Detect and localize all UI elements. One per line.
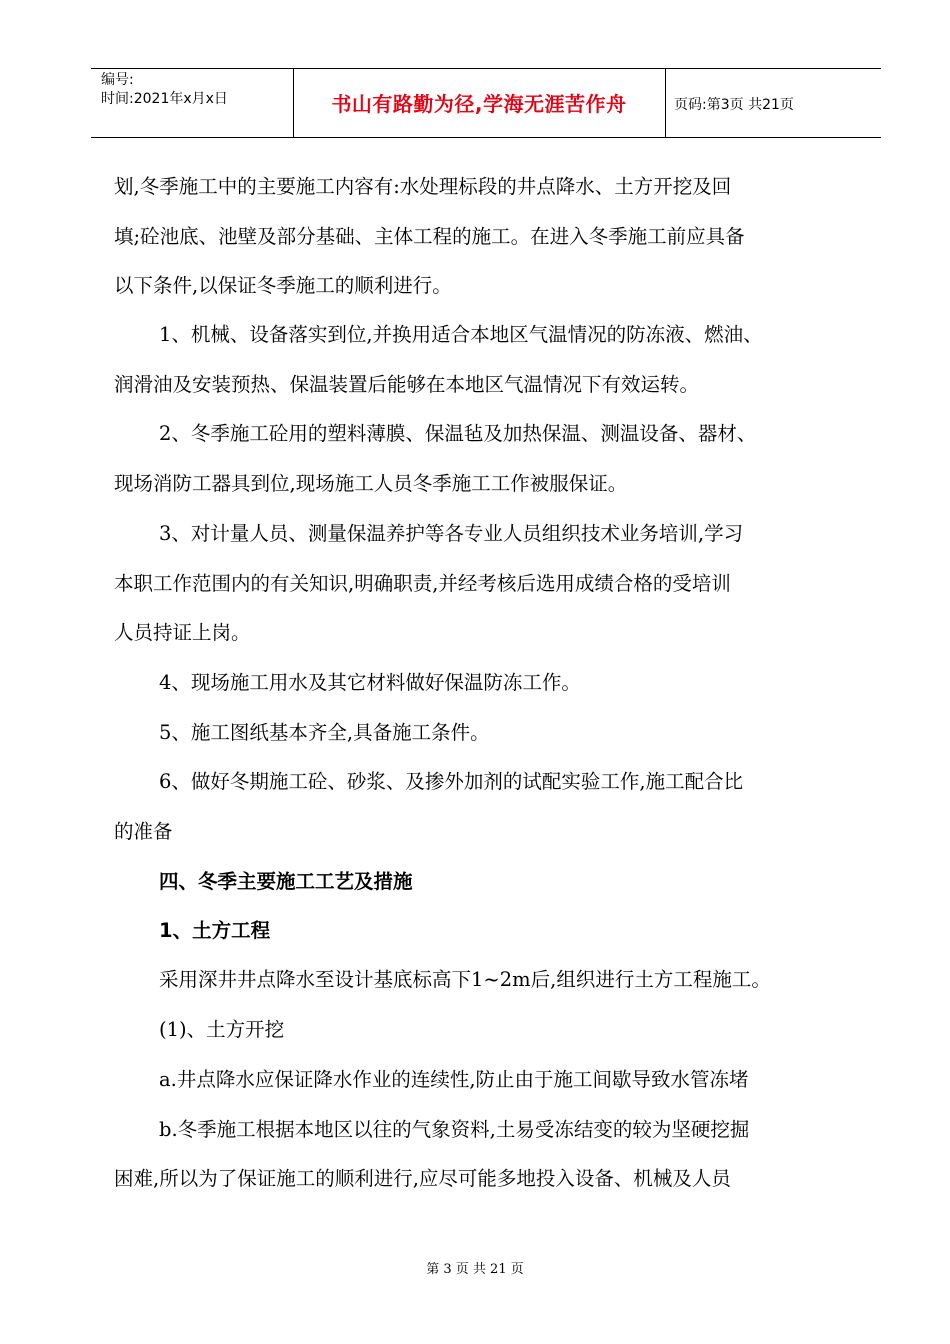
body-line-12: 5、施工图纸基本齐全,具备施工条件。 [159,721,490,744]
body-line-5: 润滑油及安装预热、保温装置后能够在本地区气温情况下有效运转。 [114,373,700,396]
body-line-17: 采用深井井点降水至设计基底标高下1~2m后,组织进行土方工程施工。 [159,968,771,991]
body-line-19: a.井点降水应保证降水作业的连续性,防止由于施工间歇导致水管冻堵 [159,1068,749,1091]
body-line-18: (1)、土方开挖 [159,1018,285,1041]
body-line-9: 本职工作范围内的有关知识,明确职责,并经考核后选用成绩合格的受培训 [114,572,731,595]
body-line-8: 3、对计量人员、测量保温养护等各专业人员组织技术业务培训,学习 [159,522,744,545]
body-line-4: 1、机械、设备落实到位,并换用适合本地区气温情况的防冻液、燃油、 [159,323,763,346]
body-line-21: 困难,所以为了保证施工的顺利进行,应尽可能多地投入设备、机械及人员 [114,1167,731,1190]
header-page-label: 页码:第3页 共21页 [674,97,794,113]
body-line-6: 2、冬季施工砼用的塑料薄膜、保温毡及加热保温、测温设备、器材、 [159,422,757,445]
header-motto: 书山有路勤为径,学海无涯苦作舟 [331,92,627,116]
body-line-3: 以下条件,以保证冬季施工的顺利进行。 [114,274,452,297]
document-time-label: 时间:2021年x月x日 [101,91,228,107]
document-number-label: 编号: [101,72,134,88]
section-heading: 四、冬季主要施工工艺及措施 [159,870,413,893]
page-footer: 第 3 页 共 21 页 [426,1262,524,1277]
document-header [91,68,881,138]
header-meta [101,71,228,109]
header-divider-right [665,69,666,137]
body-line-14: 的准备 [114,820,173,843]
body-line-10: 人员持证上岗。 [114,621,251,644]
body-line-2: 填;砼池底、池壁及部分基础、主体工程的施工。在进入冬季施工前应具备 [114,225,745,248]
subsection-heading: 1、土方工程 [159,919,271,942]
body-line-13: 6、做好冬期施工砼、砂浆、及掺外加剂的试配实验工作,施工配合比 [159,770,744,793]
body-line-1: 划,冬季施工中的主要施工内容有:水处理标段的井点降水、土方开挖及回 [114,175,732,198]
body-line-7: 现场消防工器具到位,现场施工人员冬季施工工作被服保证。 [114,472,628,495]
body-line-11: 4、现场施工用水及其它材料做好保温防冻工作。 [159,671,581,694]
body-line-20: b.冬季施工根据本地区以往的气象资料,土易受冻结变的较为坚硬挖掘 [159,1118,750,1141]
